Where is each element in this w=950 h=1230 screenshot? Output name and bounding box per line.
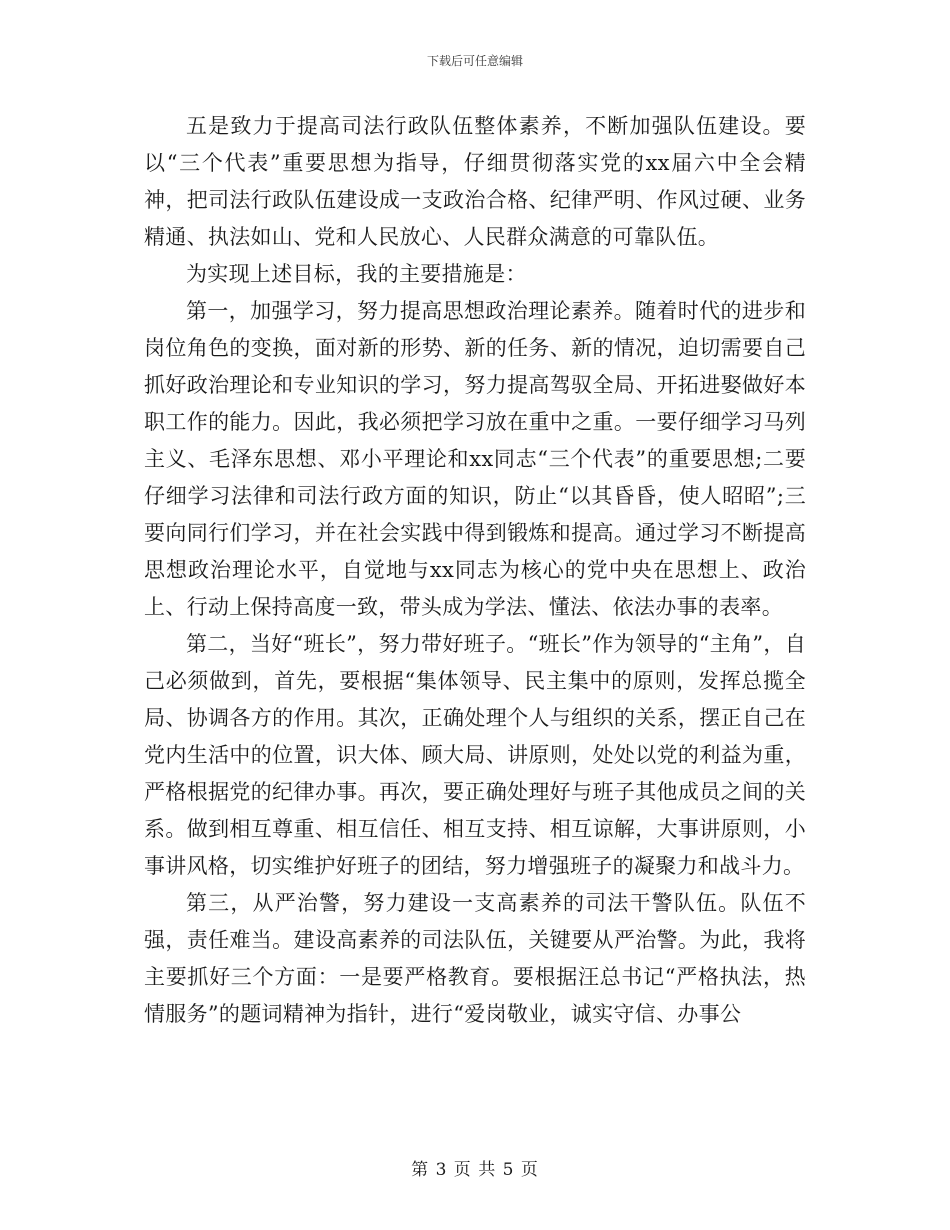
paragraph-measures-intro: 为实现上述目标，我的主要措施是： — [186, 262, 527, 286]
paragraph-goal-five: 五是致力于提高司法行政队伍整体素养，不断加强队伍建设。要以“三个代表”重要思想为指导，仔细贯彻落实党的xx届六中全会精神，把司法行政队伍建设成一支政治合格、纪律严明、作风过硬、业务精通、执法如山、党和人民放心、人民群众满意的可靠队伍。 — [144, 114, 806, 249]
document-body — [144, 108, 806, 1033]
page-header: 下载后可任意编辑 — [426, 54, 523, 68]
paragraph-measure-two: 第二，当好“班长”，努力带好班子。“班长”作为领导的“主角”，自己必须做到，首先，要根据“集体领导、民主集中的原则，发挥总揽全局、协调各方的作用。其次，正确处理个人与组织的关系，摆正自己在党内生活中的位置，识大体、顾大局、讲原则，处处以党的利益为重，严格根据党的纪律办事。再次，要正确处理好与班子其他成员之间的关系。做到相互尊重、相互信任、相互支持、相互谅解，大事讲原则，小事讲风格，切实维护好班子的团结，努力增强班子的凝聚力和战斗力。 — [144, 632, 807, 878]
page-number: 第 3 页 共 5 页 — [411, 1160, 539, 1180]
paragraph-measure-three: 第三，从严治警，努力建设一支高素养的司法干警队伍。队伍不强，责任难当。建设高素养的司法队伍，关键要从严治警。为此，我将主要抓好三个方面：一是要严格教育。要根据汪总书记“严格执法，热情服务”的题词精神为指针，进行“爱岗敬业，诚实守信、办事公 — [144, 891, 806, 1026]
paragraph-measure-one: 第一，加强学习，努力提高思想政治理论素养。随着时代的进步和岗位角色的变换，面对新的形势、新的任务、新的情况，迫切需要自己抓好政治理论和专业知识的学习，努力提高驾驭全局、开拓进娶做好本职工作的能力。因此，我必须把学习放在重中之重。一要仔细学习马列主义、毛泽东思想、邓小平理论和xx同志“三个代表”的重要思想;二要仔细学习法律和司法行政方面的知识，防止“以其昏昏，使人昭昭”;三要向同行们学习，并在社会实践中得到锻炼和提高。通过学习不断提高思想政治理论水平，自觉地与xx同志为核心的党中央在思想上、政治上、行动上保持高度一致，带头成为学法、懂法、依法办事的表率。 — [144, 299, 806, 619]
